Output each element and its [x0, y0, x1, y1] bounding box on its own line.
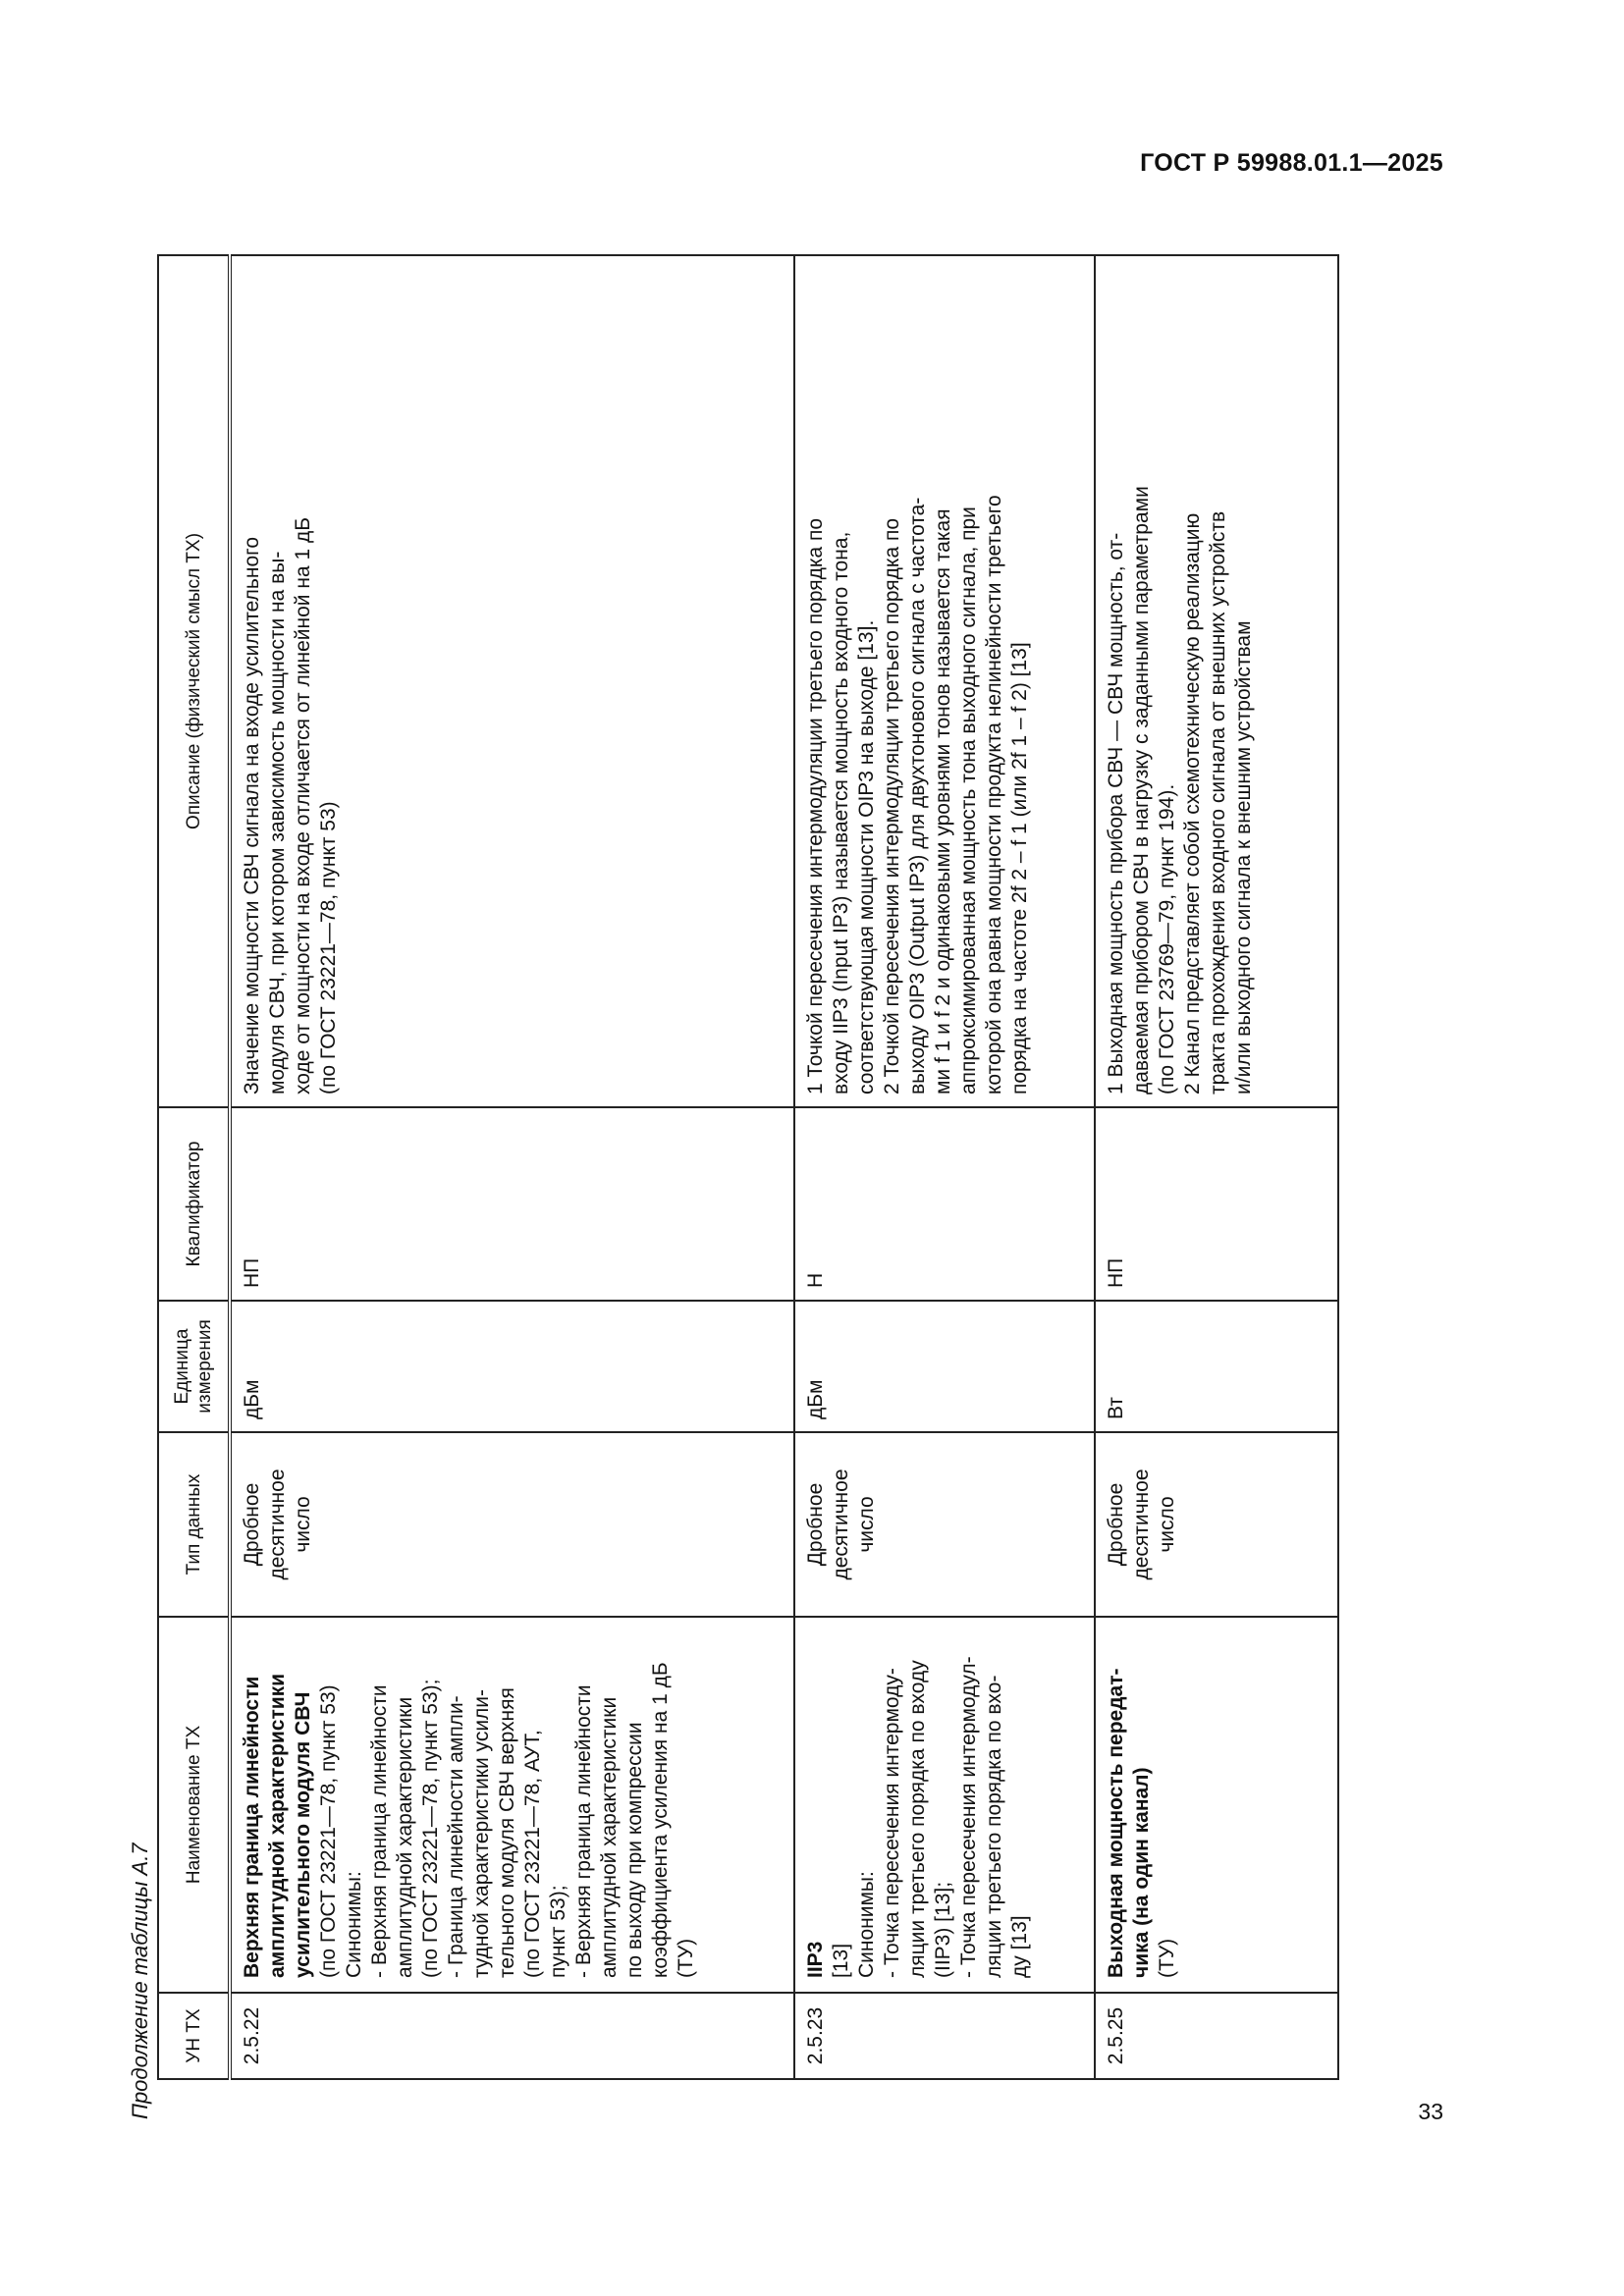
cell-unit: дБм — [794, 1301, 1095, 1432]
data-type-line: число — [855, 1496, 878, 1553]
data-type-line: десятичное — [266, 1468, 289, 1580]
cell-name — [1095, 1617, 1338, 1993]
description-line: даваемая прибором СВЧ в нагрузку с заданными параметрами — [1130, 486, 1153, 1095]
header-unit — [158, 1301, 230, 1432]
name-line: - Граница линейности ампли- — [445, 1695, 467, 1978]
description-line: (по ГОСТ 23769—79, пункт 194). — [1156, 783, 1178, 1095]
cell-un-tx: 2.5.25 — [1095, 1993, 1338, 2079]
description-line: ходе от мощности на входе отличается от линейной на 1 дБ — [292, 517, 314, 1095]
cell-description — [1095, 255, 1338, 1107]
name-line: (IIP3) [13]; — [932, 1881, 954, 1978]
description-line: аппроксимированная мощность тона выходного сигнала, при — [957, 507, 980, 1095]
name-line: (ТУ) — [675, 1938, 697, 1978]
description-line: порядка на частоте 2f 2 – f 1 (или 2f 1 – f 2) [13] — [1008, 642, 1031, 1095]
table-header-row — [158, 255, 230, 2079]
header-unit-line: измерения — [194, 1319, 215, 1414]
header-un-tx: УН ТХ — [158, 1993, 230, 2079]
name-bold-line: амплитудной характеристики — [266, 1673, 289, 1978]
description-line: выходу OIP3 (Output IP3) для двухтонового сигнала с частота- — [906, 497, 929, 1095]
data-type-line: десятичное — [1130, 1468, 1153, 1580]
name-bold-line: IIP3 — [804, 1941, 827, 1978]
name-line: [13] — [830, 1943, 852, 1978]
description-line: 1 Точкой пересечения интермодуляции третьего порядка по — [804, 517, 827, 1095]
cell-data-type — [794, 1432, 1095, 1617]
table-caption: Продолжение таблицы А.7 — [128, 1842, 152, 2119]
header-data-type: Тип данных — [158, 1432, 230, 1617]
page-number: 33 — [1418, 2099, 1443, 2124]
data-type-line: число — [292, 1496, 314, 1553]
name-line: - Верхняя граница линейности — [368, 1684, 391, 1978]
description-line: 1 Выходная мощность прибора СВЧ — СВЧ мощность, от- — [1105, 532, 1127, 1095]
cell-name — [794, 1617, 1095, 1993]
name-bold-line: Верхняя граница линейности — [241, 1676, 263, 1978]
header-qualifier: Квалификатор — [158, 1107, 230, 1301]
cell-name — [230, 1617, 794, 1993]
name-line: коэффициента усиления на 1 дБ — [649, 1662, 672, 1978]
description-line: Значение мощности СВЧ сигнала на входе усилительного — [241, 536, 263, 1095]
name-line: (ТУ) — [1156, 1938, 1178, 1978]
name-line: - Точка пересечения интермодул- — [957, 1656, 980, 1978]
name-line: по выходу при компрессии — [623, 1722, 646, 1978]
name-line: (по ГОСТ 23221—78, пункт 53) — [317, 1684, 340, 1978]
cell-unit: Вт — [1095, 1301, 1338, 1432]
table-row — [794, 255, 1095, 2079]
header-unit-line: Единица — [172, 1328, 192, 1405]
name-line: (по ГОСТ 23221—78, пункт 53); — [419, 1679, 442, 1978]
name-line: - Верхняя граница линейности — [572, 1684, 595, 1978]
name-line: - Точка пересечения интермоду- — [881, 1668, 903, 1978]
name-line: амплитудной характеристики — [598, 1696, 621, 1978]
cell-data-type — [230, 1432, 794, 1617]
header-description: Описание (физический смысл ТХ) — [158, 255, 230, 1107]
cell-description — [230, 255, 794, 1107]
description-line: 2 Канал представляет собой схемотехническую реализацию — [1181, 512, 1204, 1095]
data-type-line: Дробное — [241, 1482, 263, 1567]
cell-data-type — [1095, 1432, 1338, 1617]
name-bold-line: чика (на один канал) — [1130, 1767, 1153, 1978]
name-line: амплитудной характеристики — [394, 1696, 416, 1978]
description-line: и/или выходного сигнала к внешним устройствам — [1232, 620, 1255, 1095]
description-line: входу IIP3 (Input IP3) называется мощность входного тона, — [830, 531, 852, 1095]
rotated-table-region — [108, 236, 1286, 2119]
cell-qualifier: Н — [794, 1107, 1095, 1301]
name-bold-line: Выходная мощность передат- — [1105, 1668, 1127, 1978]
name-line: (по ГОСТ 23221—78, АУТ, — [521, 1730, 544, 1978]
cell-un-tx: 2.5.22 — [230, 1993, 794, 2079]
description-line: (по ГОСТ 23221—78, пункт 53) — [317, 801, 340, 1095]
cell-qualifier: НП — [1095, 1107, 1338, 1301]
name-line: тельного модуля СВЧ верхняя — [496, 1687, 518, 1978]
name-bold-line: усилительного модуля СВЧ — [292, 1691, 314, 1978]
name-line: ляции третьего порядка по вхо- — [983, 1675, 1005, 1978]
cell-qualifier: НП — [230, 1107, 794, 1301]
name-line: тудной характеристики усили- — [470, 1688, 493, 1978]
name-line: ду [13] — [1008, 1915, 1031, 1978]
header-name: Наименование ТХ — [158, 1617, 230, 1993]
data-type-line: Дробное — [804, 1482, 827, 1567]
name-line: Синонимы: — [343, 1871, 365, 1978]
cell-un-tx: 2.5.23 — [794, 1993, 1095, 2079]
description-line: которой она равна мощности продукта нелинейности третьего — [983, 495, 1005, 1095]
cell-description — [794, 255, 1095, 1107]
description-line: ми f 1 и f 2 и одинаковыми уровнями тонов называется такая — [932, 508, 954, 1095]
description-line: 2 Точкой пересечения интермодуляции третьего порядка по — [881, 517, 903, 1095]
table-row — [1095, 255, 1338, 2079]
name-line: Синонимы: — [855, 1871, 878, 1978]
name-line: пункт 53); — [547, 1885, 569, 1978]
description-line: соответствующая мощности OIP3 на выходе [13]. — [855, 619, 878, 1095]
name-line: ляции третьего порядка по входу — [906, 1660, 929, 1978]
data-type-line: Дробное — [1105, 1482, 1127, 1567]
description-line: модуля СВЧ, при котором зависимость мощности на вы- — [266, 551, 289, 1095]
table-row — [230, 255, 794, 2079]
data-type-line: число — [1156, 1496, 1178, 1553]
description-line: тракта прохождения входного сигнала от внешних устройств — [1207, 510, 1229, 1095]
data-type-line: десятичное — [830, 1468, 852, 1580]
characteristics-table — [157, 254, 1339, 2080]
cell-unit: дБм — [230, 1301, 794, 1432]
document-code: ГОСТ Р 59988.01.1—2025 — [1140, 149, 1443, 177]
